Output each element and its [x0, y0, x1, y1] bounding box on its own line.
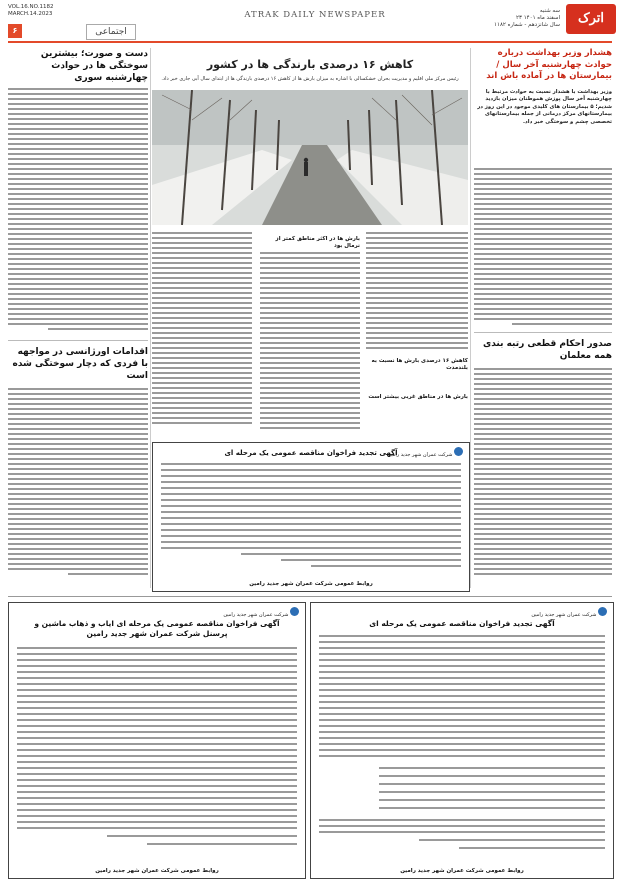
right-article-2-body	[474, 368, 612, 588]
date-day: ۲۳ اسفند ماه ۱۴۰۱	[516, 15, 560, 21]
ad-2-body-lines	[319, 635, 605, 859]
ad-3-company-name: شرکت عمران شهر جدید رامین	[223, 612, 289, 618]
tender-ad-1	[152, 442, 470, 592]
ad-3-company	[223, 607, 299, 618]
page-number: ۶	[8, 24, 22, 38]
ad-2-company-name: شرکت عمران شهر جدید رامین	[531, 612, 597, 618]
right-article-2	[474, 338, 612, 362]
text-lines	[260, 250, 360, 432]
divider	[8, 596, 612, 597]
paper-name: ATRAK DAILY NEWSPAPER	[244, 10, 386, 20]
section-label: اجتماعی	[86, 24, 136, 40]
newspaper-logo	[566, 4, 616, 40]
main-headline: کاهش ۱۶ درصدی بارندگی ها در کشور	[206, 58, 414, 71]
right-article-1-body	[474, 168, 612, 328]
divider	[8, 340, 148, 341]
text-lines	[8, 388, 148, 588]
header-rule	[8, 41, 612, 43]
right-article-1-lead: وزیر بهداشت با هشدار نسبت به حوادث مرتبط با چهارشنبه آخر سال پوزش هموطنان میزان بازدید شدیم؛ ۵ بیمارستان های کلیدی موجود در این روز در بیمارستانهای مرکز درمانی از جمله بیمارستانهای تخصصی چشم و سوختگی خبر داد.	[477, 88, 612, 125]
date-box	[470, 8, 560, 29]
text-lines	[8, 88, 148, 336]
ad-3-title: آگهی فراخوان مناقصه عمومی یک مرحله ای ایاب و ذهاب ماشین و پرسنل شرکت عمران شهر جدید رامین	[34, 619, 280, 638]
left-article-1-body	[8, 88, 148, 336]
snowy-street-photo	[152, 90, 468, 225]
date-weekday: سه شنبه	[539, 8, 560, 14]
ad-2-title: آگهی تجدید فراخوان مناقصه عمومی یک مرحله ای	[369, 619, 555, 628]
center-col-2	[260, 232, 360, 432]
company-logo-icon	[290, 607, 299, 616]
company-logo-icon	[598, 607, 607, 616]
left-article-2	[8, 346, 148, 382]
left-article-2-title: اقدامات اورژانسی در مواجهه با فردی که دچار سوختگی شده است	[12, 347, 148, 381]
ad-1-body-lines	[161, 463, 461, 575]
right-article-1-title: هشدار وزیر بهداشت درباره حوادث چهارشنبه آخر سال / بیمارستان ها در آماده باش اند	[486, 48, 612, 81]
text-lines	[366, 232, 468, 352]
center-body	[152, 228, 468, 230]
center-subhead-3: بارش ها در مناطق غربی بیشتر است	[368, 394, 468, 400]
left-article-1-title: دست و صورت؛ بیشترین سوختگی ها در حوادث چهارشنبه سوری	[40, 49, 148, 83]
issue-date: MARCH.14.2023	[8, 11, 53, 17]
ad-2-footer: روابط عمومی شرکت عمران شهر جدید رامین	[400, 868, 524, 874]
issue-volume: VOL.16.NO.1182	[8, 4, 54, 10]
ad-3-body-lines	[17, 647, 297, 859]
text-lines	[152, 232, 252, 432]
ad-2-company	[531, 607, 607, 618]
photo-image	[152, 90, 468, 225]
tender-ad-2	[310, 602, 614, 879]
left-article-1	[8, 48, 148, 84]
ad-1-title: آگهی تجدید فراخوان مناقصه عمومی یک مرحله ای	[224, 449, 398, 457]
text-lines	[474, 168, 612, 328]
main-lead: رئیس مرکز ملی اقلیم و مدیریت بحران خشکسالی با اشاره به میزان بارش ها از کاهش ۱۶ درصدی بارندگی ها از ابتدای سال آبی جاری خبر داد.	[161, 76, 459, 82]
center-subhead-2: بارش ها در اکثر مناطق کمتر از نرمال بود	[275, 236, 360, 249]
right-article-2-title: صدور احکام قطعی رتبه بندی همه معلمان	[482, 339, 612, 361]
logo-mark: اترک	[566, 4, 616, 34]
right-article-1	[474, 48, 612, 126]
center-col-1	[366, 232, 468, 432]
center-col-3	[152, 232, 252, 432]
date-issue: سال شانزدهم - شماره ۱۱۸۲	[494, 22, 560, 28]
column-separator	[150, 48, 151, 588]
issue-info	[8, 4, 118, 18]
ad-1-company-name: شرکت عمران شهر جدید رامین	[387, 452, 453, 458]
divider	[474, 332, 612, 333]
center-subhead-1: کاهش ۱۶ درصدی بارش ها نسبت به بلندمدت	[371, 358, 468, 371]
text-lines	[474, 368, 612, 588]
column-separator	[470, 48, 471, 588]
ad-1-footer: روابط عمومی شرکت عمران شهر جدید رامین	[249, 581, 373, 587]
ad-3-footer: روابط عمومی شرکت عمران شهر جدید رامین	[95, 868, 219, 874]
tender-ad-3	[8, 602, 306, 879]
left-article-2-body	[8, 388, 148, 588]
